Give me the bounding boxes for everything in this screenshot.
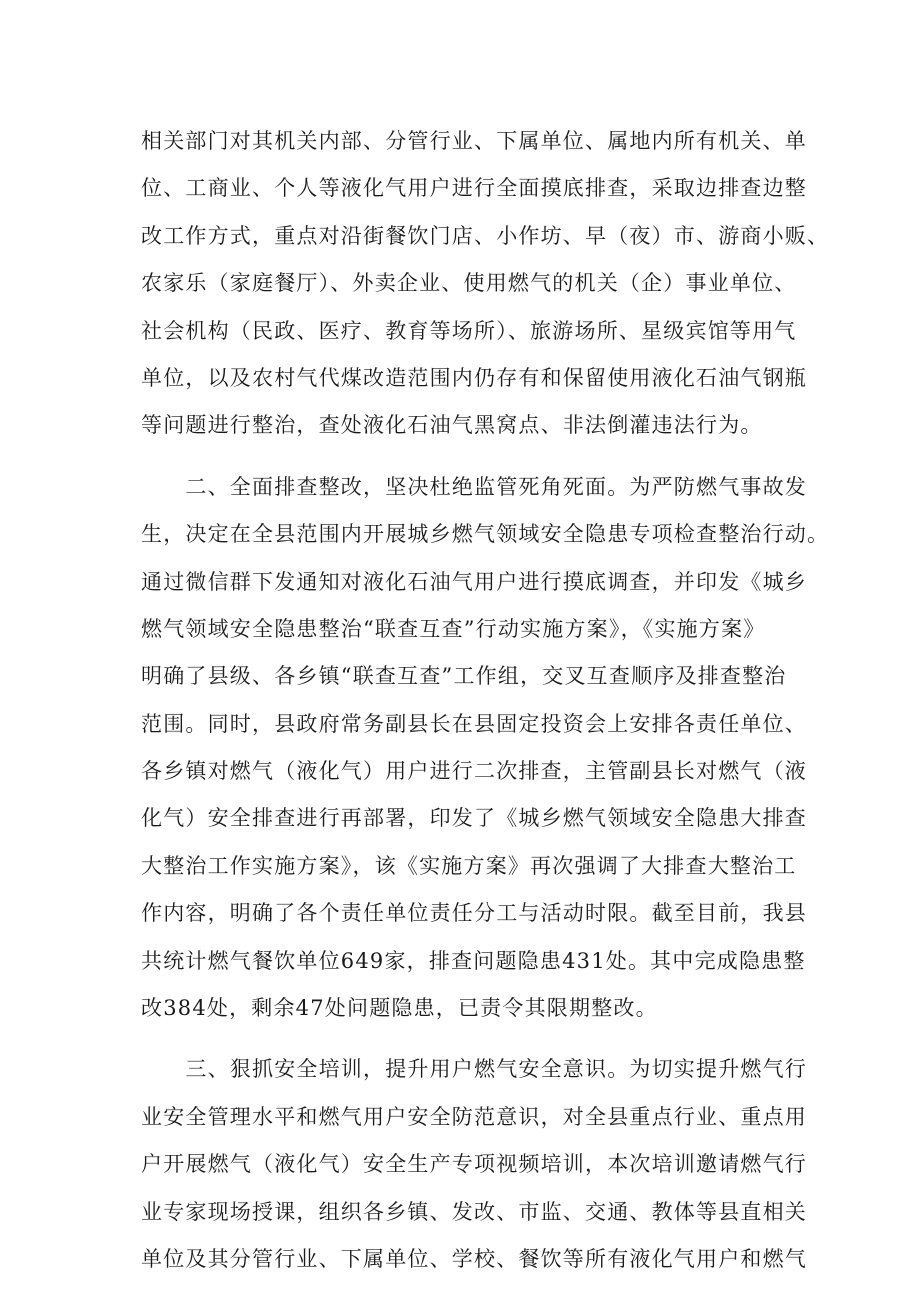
text-line: 生，决定在全县范围内开展城乡燃气领域安全隐患专项检查整治行动。: [141, 522, 830, 547]
text-line: 社会机构（民政、医疗、教育等场所）、旅游场所、星级宾馆等用气: [141, 318, 797, 343]
text-line: 等问题进行整治，查处液化石油气黑窝点、非法倒灌违法行为。: [141, 413, 763, 438]
paragraph-spacer: [141, 450, 786, 464]
text-line: 作内容，明确了各个责任单位责任分工与活动时限。截至目前，我县: [141, 901, 807, 926]
text-line: 明确了县级、各乡镇“联查互查”工作组，交叉互查顺序及排查整治: [141, 664, 787, 689]
text-line: 三、狠抓安全培训，提升用户燃气安全意识。为切实提升燃气行: [141, 1057, 807, 1082]
text-line: 单位及其分管行业、下属单位、学校、餐饮等所有液化气用户和燃气: [141, 1246, 807, 1271]
text-line: 相关部门对其机关内部、分管行业、下属单位、属地内所有机关、单: [141, 129, 807, 153]
paragraph-2: [141, 464, 830, 1033]
text-line: 大整治工作实施方案》，该《实施方案》再次强调了大排查大整治工: [141, 853, 797, 878]
paragraph-spacer: [141, 1032, 786, 1046]
text-line: 通过微信群下发通知对液化石油气用户进行摸底调查，并印发《城乡: [141, 569, 807, 594]
text-line: 各乡镇对燃气（液化气）用户进行二次排查，主管副县长对燃气（液: [141, 759, 807, 784]
paragraph-3: [141, 1046, 807, 1283]
text-line: 范围。同时，县政府常务副县长在县固定投资会上安排各责任单位、: [141, 711, 807, 736]
text-line: 业专家现场授课，组织各乡镇、发改、市监、交通、教体等县直相关: [141, 1199, 807, 1224]
text-line: 二、全面排查整改，坚决杜绝监管死角死面。为严防燃气事故发: [141, 474, 807, 499]
text-line: 燃气领域安全隐患整治“联查互查”行动实施方案》，《实施方案》: [141, 616, 766, 641]
text-line: 共统计燃气餐饮单位649家，排查问题隐患431处。其中完成隐患整: [141, 948, 806, 973]
text-line: 业安全管理水平和燃气用户安全防范意识，对全县重点行业、重点用: [141, 1104, 807, 1129]
text-line: 改工作方式，重点对沿街餐饮门店、小作坊、早（夜）市、游商小贩、: [141, 223, 830, 248]
text-line: 改384处，剩余47处问题隐患，已责令其限期整改。: [141, 996, 658, 1021]
text-line: 单位，以及农村气代煤改造范围内仍存有和保留使用液化石油气钢瓶: [141, 365, 807, 390]
text-line: 户开展燃气（液化气）安全生产专项视频培训，本次培训邀请燃气行: [141, 1152, 807, 1177]
text-line: 农家乐（家庭餐厅）、外卖企业、使用燃气的机关（企）事业单位、: [141, 271, 797, 296]
document-body: [141, 118, 830, 1283]
text-line: 化气）安全排查进行再部署，印发了《城乡燃气领域安全隐患大排查: [141, 806, 807, 831]
text-line: 位、工商业、个人等液化气用户进行全面摸底排查，采取边排查边整: [141, 176, 807, 201]
paragraph-1: [141, 118, 830, 450]
